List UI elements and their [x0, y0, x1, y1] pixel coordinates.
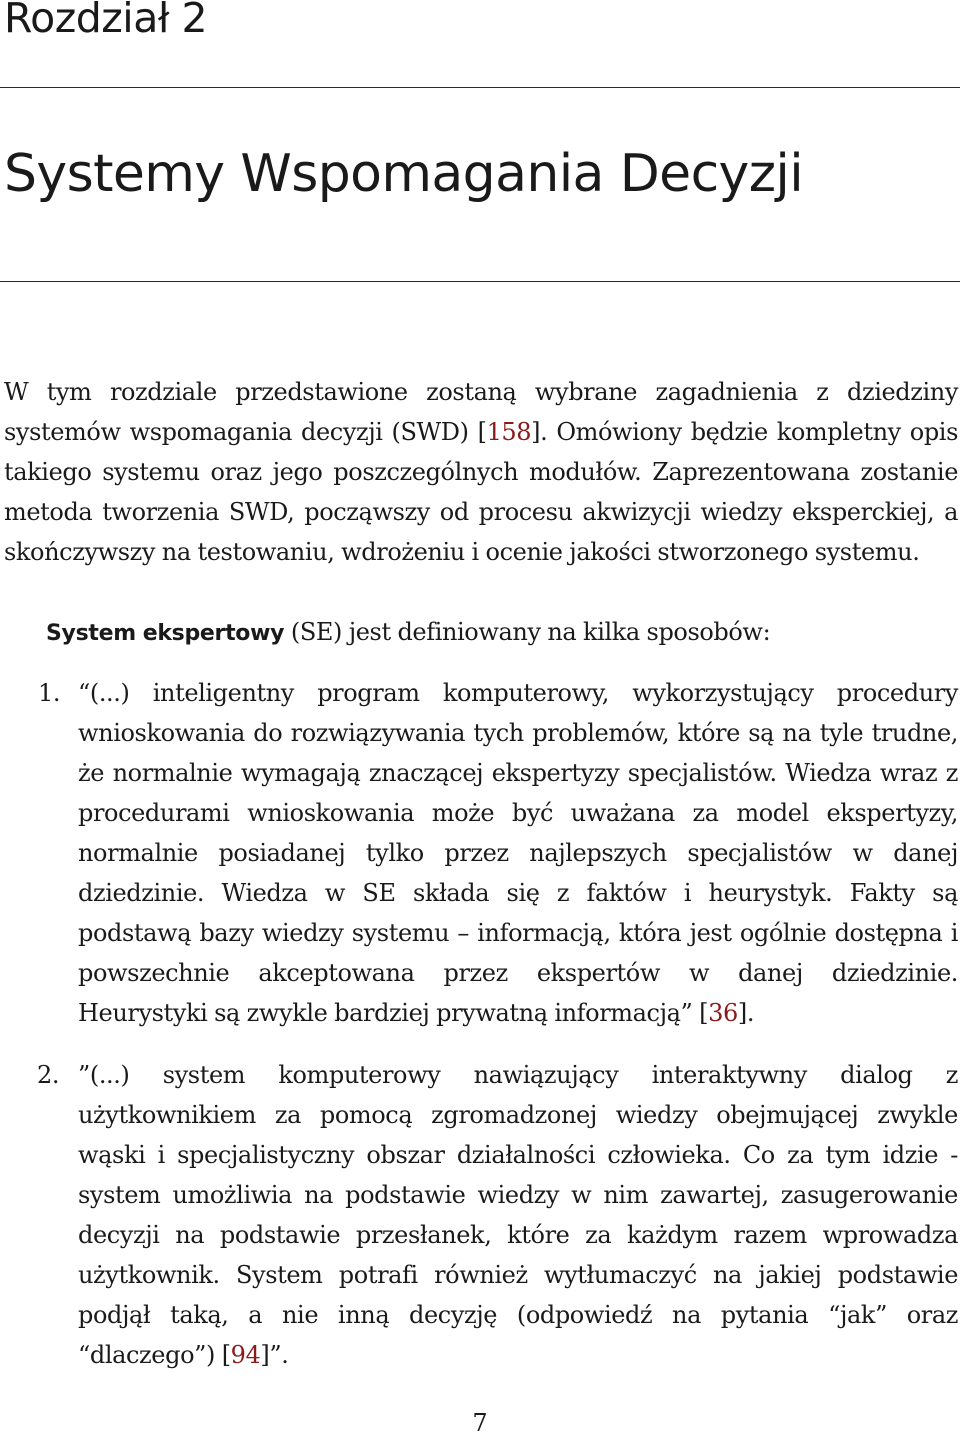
- citation-link[interactable]: 158: [486, 418, 532, 446]
- citation-bracket-open: [: [699, 999, 709, 1027]
- definition-text: (SE) jest definiowany na kilka sposobów:: [284, 618, 771, 646]
- citation-bracket-open: [: [477, 418, 487, 446]
- list-item: [38, 673, 958, 1033]
- page-number: 7: [472, 1409, 488, 1437]
- intro-text-1: W tym rozdziale przedstawione zostaną wybrane zagadnienia z dziedziny systemów wspomagania decyzji (SWD): [4, 378, 958, 446]
- citation-link[interactable]: 94: [230, 1341, 261, 1369]
- intro-text-2: . Omówiony będzie kompletny opis takiego systemu oraz jego poszczególnych modułów. Zaprezentowana zostanie metoda tworzenia SWD, począwszy od procesu akwizycji wiedzy eksperckiej, a skończywszy na testowaniu, wdrożeniu i ocenie jakości stworzonego systemu.: [4, 418, 958, 566]
- citation-link[interactable]: 36: [708, 999, 738, 1027]
- citation-bracket-close: ]: [260, 1341, 270, 1369]
- list-item-text: ”(...) system komputerowy nawiązujący interaktywny dialog z użytkownikiem za pomocą zgromadzonej wiedzy obejmującej zwykle wąski i specjalistyczny obszar działalności człowieka. Co za tym idzie - system umożliwia na podstawie wiedzy w nim zawartej, zasugerowanie decyzji na podstawie przesłanek, które za każdym razem wprowadza użytkownik. System potrafi również wytłumaczyć na jakiej podstawie podjął taką, a nie inną decyzję (odpowiedź na pytania “jak” oraz “dlaczego”): [78, 1061, 958, 1369]
- definition-line: [46, 612, 958, 654]
- list-item-number: 1.: [38, 679, 61, 707]
- chapter-title: Systemy Wspomagania Decyzji: [4, 144, 804, 204]
- definition-term: System ekspertowy: [46, 621, 285, 646]
- intro-paragraph: [4, 372, 958, 572]
- list-item-number: 2.: [37, 1061, 60, 1089]
- list-item-tail: ”.: [269, 1341, 289, 1369]
- list-item-text: “(...) inteligentny program komputerowy, wykorzystujący procedury wnioskowania do rozwiązywania tych problemów, które są na tyle trudne, że normalnie wymagają znaczącej ekspertyzy specjalistów. Wiedza wraz z procedurami wnioskowania może być uważana za model ekspertyzy, normalnie posiadanej tylko przez najlepszych specjalistów w danej dziedzinie. Wiedza w SE składa się z faktów i heurystyk. Fakty są podstawą bazy wiedzy systemu – informacją, która jest ogólnie dostępna i powszechnie akceptowana przez ekspertów w danej dziedzinie. Heurystyki są zwykle bardziej prywatną informacją”: [78, 679, 958, 1027]
- citation-bracket-close: ]: [531, 418, 541, 446]
- list-item-tail: .: [746, 999, 755, 1027]
- citation-bracket-close: ]: [737, 999, 747, 1027]
- list-item: [37, 1055, 958, 1375]
- bottom-rule: [0, 281, 960, 282]
- chapter-label: Rozdział 2: [4, 0, 208, 42]
- citation-bracket-open: [: [221, 1341, 231, 1369]
- top-rule: [0, 87, 960, 88]
